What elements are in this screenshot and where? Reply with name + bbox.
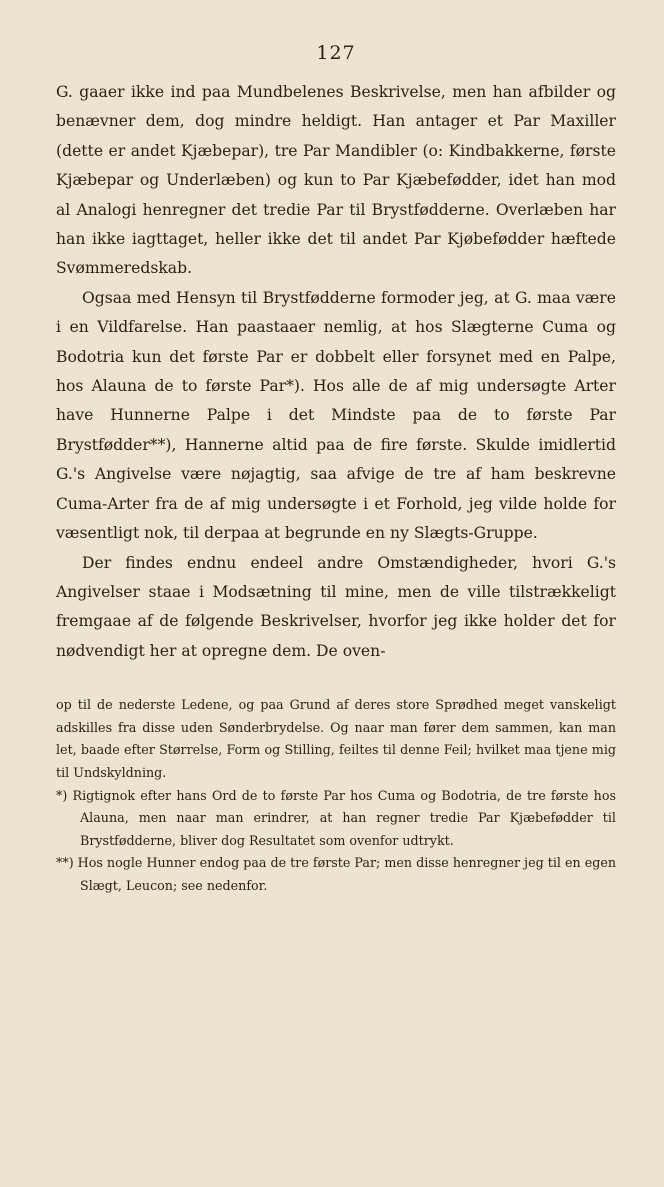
- page-number: 127: [316, 42, 356, 64]
- footnote-continuation: op til de nederste Ledene, og paa Grund af deres store Sprødhed meget vanskeligt adskilles fra disse uden Sønderbrydelse. Og naar man fører dem sammen, kan man let, baade efter Størrelse, Form og Stilling, feiltes til denne Feil; hvilket maa tjene mig til Undskyldning.: [56, 697, 616, 780]
- paragraph: Ogsaa med Hensyn til Brystfødderne formoder jeg, at G. maa være i en Vildfarelse. Han paastaaer nemlig, at hos Slægterne Cuma og Bodotria kun det første Par er dobbelt eller forsynet med en Palpe, hos Alauna de to første Par*). Hos alle de af mig undersøgte Arter have Hunnerne Palpe i det Mindste paa de to første Par Brystfødder**), Hannerne altid paa de fire første. Skulde imidlertid G.'s Angivelse være nøjagtig, saa afvige de tre af ham beskrevne Cuma-Arter fra de af mig undersøgte i et Forhold, jeg vilde holde for væsentligt nok, til derpaa at begrunde en ny Slægts-Gruppe.: [56, 288, 616, 543]
- paragraph: Der findes endnu endeel andre Omstændigheder, hvori G.'s Angivelser staae i Modsætning til mine, men de ville tilstrækkeligt fremgaae af de følgende Beskrivelser, hvorfor jeg ikke holder det for nødvendigt her at opregne dem. De oven-: [56, 553, 616, 660]
- separator: [56, 666, 616, 682]
- main-text: [56, 78, 616, 666]
- footnotes: [56, 694, 616, 897]
- footnote: **) Hos nogle Hunner endog paa de tre første Par; men disse henregner jeg til en egen Slægt, Leucon; see nedenfor.: [56, 855, 617, 893]
- footnote: *) Rigtignok efter hans Ord de to første Par hos Cuma og Bodotria, de tre første hos Alauna, men naar man erindrer, at han regner tredie Par Kjæbefødder til Brystfødderne, bliver dog Resultatet som ovenfor udtrykt.: [56, 787, 616, 848]
- paragraph: G. gaaer ikke ind paa Mundbelenes Beskrivelse, men han afbilder og benævner dem, dog mindre heldigt. Han antager et Par Maxiller (dette er andet Kjæbepar), tre Par Mandibler (o: Kindbakkerne, første Kjæbepar og Underlæben) og kun to Par Kjæbefødder, idet han mod al Analogi henregner det tredie Par til Brystfødderne. Overlæben har han ikke iagttaget, heller ikke det til andet Par Kjøbefødder hæftede Svømmeredskab.: [56, 83, 616, 278]
